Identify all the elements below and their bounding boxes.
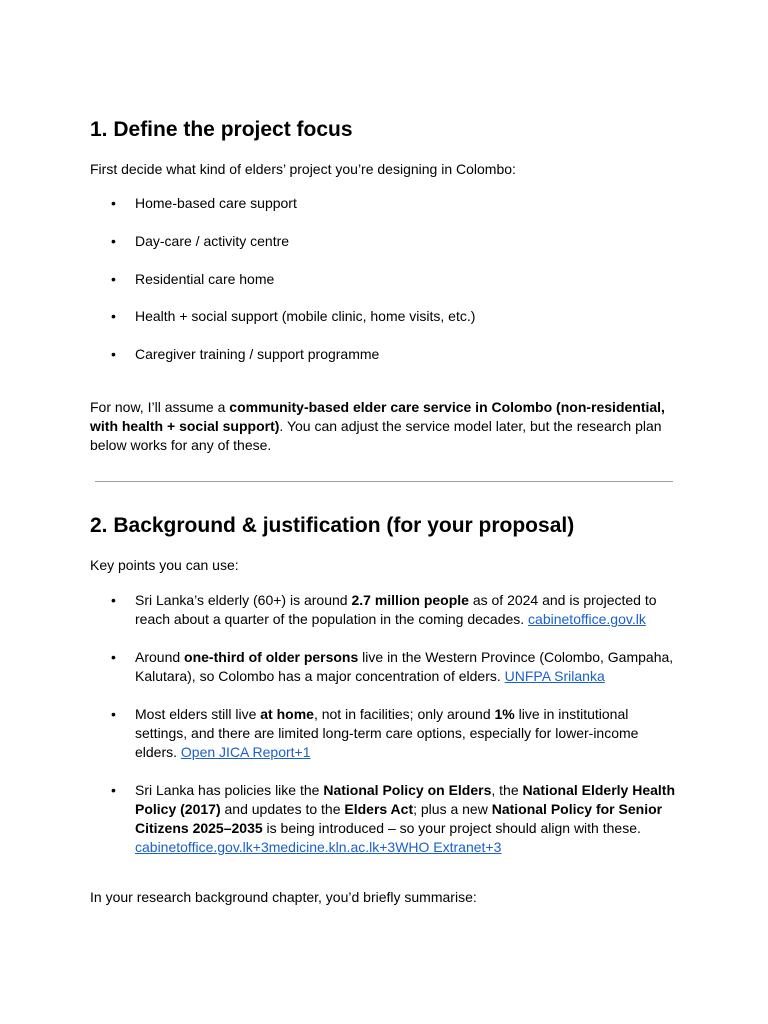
project-options-list xyxy=(90,194,680,364)
section-intro: First decide what kind of elders’ project you’re designing in Colombo: xyxy=(90,161,516,177)
list-item-label: Residential care home xyxy=(135,271,275,287)
section-intro: Key points you can use: xyxy=(90,557,239,573)
point-text: and updates to the xyxy=(220,801,345,817)
assumption-paragraph xyxy=(90,398,680,455)
source-link[interactable]: cabinetoffice.gov.lk+3medicine.kln.ac.lk+3WHO Extranet+3 xyxy=(135,839,502,855)
list-item xyxy=(90,307,680,326)
key-points-list xyxy=(90,591,680,857)
point-bold: 1% xyxy=(494,706,515,722)
bullet-icon: • xyxy=(111,308,116,324)
point-bold: National Elderly Health Policy (2017) xyxy=(135,782,675,817)
paragraph-bold: community-based elder care service in Colombo (non-residential, with health + social support) xyxy=(90,399,665,434)
bullet-icon: • xyxy=(111,592,116,608)
list-item-label: Day-care / activity centre xyxy=(135,233,290,249)
horizontal-divider xyxy=(95,481,673,482)
point-bold: National Policy on Elders xyxy=(323,782,492,798)
point-bold: National Policy for Senior Citizens 2025–2035 xyxy=(135,801,663,836)
bullet-icon: • xyxy=(111,706,116,722)
list-item xyxy=(90,270,680,289)
point-text: ; plus a new xyxy=(413,801,492,817)
list-item-label: Health + social support (mobile clinic, home visits, etc.) xyxy=(135,308,476,324)
source-link[interactable]: Open JICA Report+1 xyxy=(180,744,311,760)
bullet-icon: • xyxy=(111,195,116,211)
point-text: live in institutional settings, and there are limited long-term care options, especially for lower-income elders. xyxy=(135,706,639,760)
point-text: Most elders still live xyxy=(135,706,261,722)
list-item xyxy=(90,648,680,686)
point-text: live in the Western Province (Colombo, Gampaha, Kalutara), so Colombo has a major concentration of elders. xyxy=(135,649,674,684)
closing-paragraph: In your research background chapter, you’d briefly summarise: xyxy=(90,889,477,905)
point-bold: 2.7 million people xyxy=(351,592,469,608)
source-link[interactable]: UNFPA Srilanka xyxy=(504,668,605,684)
paragraph-text: . You can adjust the service model later, but the research plan below works for any of these. xyxy=(90,418,662,453)
point-text: Sri Lanka’s elderly (60+) is around xyxy=(135,592,352,608)
list-item xyxy=(90,591,680,629)
point-text: as of 2024 and is projected to reach about a quarter of the population in the coming decades. xyxy=(135,592,657,627)
list-item xyxy=(90,232,680,251)
section-heading: 1. Define the project focus xyxy=(90,118,353,141)
point-text: is being introduced – so your project should align with these. xyxy=(262,820,641,836)
list-item xyxy=(90,781,680,857)
paragraph-text: For now, I’ll assume a xyxy=(90,399,230,415)
point-text: , not in facilities; only around xyxy=(313,706,495,722)
point-bold: at home xyxy=(260,706,314,722)
section-heading: 2. Background & justification (for your proposal) xyxy=(90,514,575,537)
list-item-label: Caregiver training / support programme xyxy=(135,346,380,362)
list-item-label: Home-based care support xyxy=(135,195,297,211)
bullet-icon: • xyxy=(111,346,116,362)
list-item xyxy=(90,705,680,762)
source-link[interactable]: cabinetoffice.gov.lk xyxy=(528,611,646,627)
point-text: , the xyxy=(491,782,523,798)
bullet-icon: • xyxy=(111,233,116,249)
bullet-icon: • xyxy=(111,649,116,665)
point-bold: one-third of older persons xyxy=(184,649,359,665)
point-bold: Elders Act xyxy=(344,801,414,817)
list-item xyxy=(90,194,680,213)
bullet-icon: • xyxy=(111,782,116,798)
point-text: Around xyxy=(135,649,185,665)
bullet-icon: • xyxy=(111,271,116,287)
point-text: Sri Lanka has policies like the xyxy=(135,782,324,798)
list-item xyxy=(90,345,680,364)
